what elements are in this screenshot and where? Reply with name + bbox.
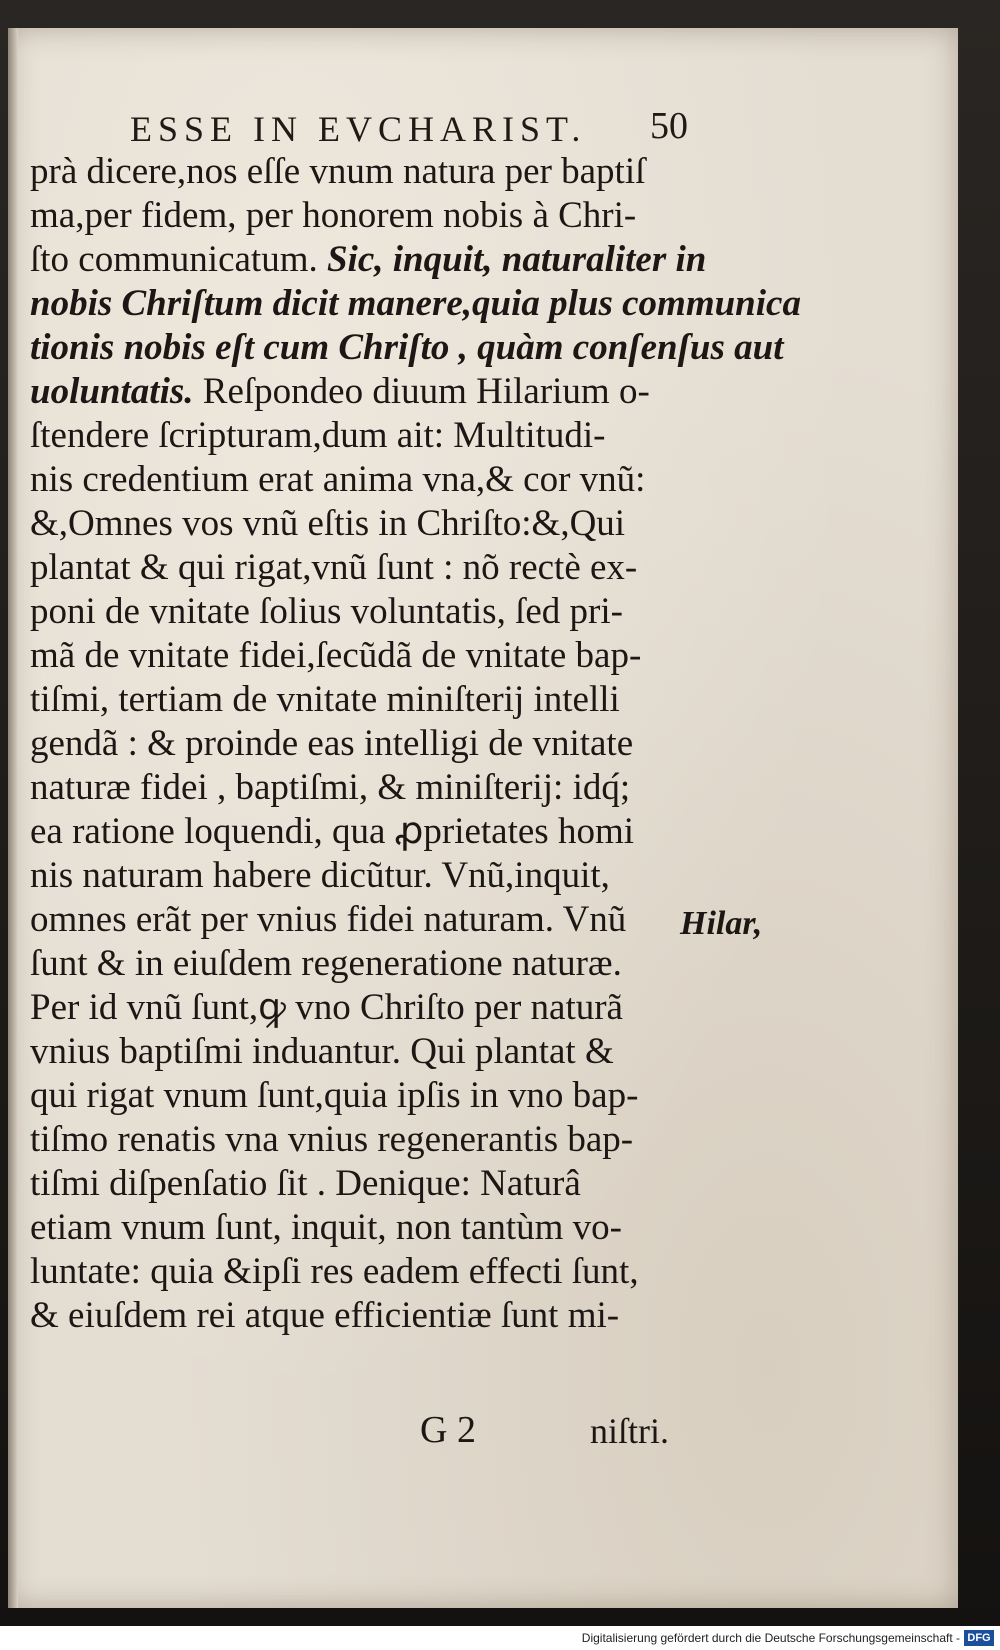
text-segment: nis naturam habere dicũtur. Vnũ,inquit, — [30, 855, 610, 896]
text-line — [30, 282, 801, 326]
text-line — [30, 634, 720, 678]
text-line — [30, 1030, 720, 1074]
text-line — [30, 722, 720, 766]
text-line — [30, 942, 720, 986]
text-line — [30, 1294, 720, 1338]
footer-credit: Digitalisierung gefördert durch die Deutsche Forschungsgemeinschaft - — [581, 1631, 960, 1645]
text-segment: nis credentium erat anima vna,& cor vnũ: — [30, 459, 646, 500]
text-segment: tiſmi diſpenſatio ſit . Denique: Naturâ — [30, 1163, 581, 1204]
text-line — [30, 1118, 720, 1162]
signature-mark: G 2 — [420, 1409, 476, 1451]
text-segment: prà dicere,nos eſſe vnum natura per baptiſ — [30, 151, 646, 192]
text-segment: ea ratione loquendi, qua ꝓprietates homi — [30, 811, 635, 852]
text-segment: poni de vnitate ſolius voluntatis, ſed pri- — [30, 591, 623, 632]
main-text — [30, 150, 801, 1338]
italic-quote-segment: tionis nobis eſt cum Chriſto , quàm conſenſus aut — [30, 327, 784, 368]
text-line — [30, 238, 720, 282]
text-line — [30, 678, 720, 722]
text-line — [30, 458, 720, 502]
marginal-note: Hilar, — [680, 905, 763, 942]
text-line — [30, 1206, 720, 1250]
text-line — [30, 810, 720, 854]
page-edge — [8, 28, 18, 1608]
italic-quote-segment: nobis Chriſtum dicit manere,quia plus communica — [30, 283, 801, 324]
catchword: niſtri. — [590, 1411, 669, 1451]
text-segment: mã de vnitate fidei,ſecũdã de vnitate bap- — [30, 635, 642, 676]
footer-bar — [0, 1626, 1000, 1650]
text-segment: ſto communicatum. — [30, 239, 327, 280]
text-segment: tiſmo renatis vna vnius regenerantis bap- — [30, 1119, 634, 1160]
text-segment: etiam vnum ſunt, inquit, non tantùm vo- — [30, 1207, 622, 1248]
page-number: 50 — [650, 105, 688, 147]
text-segment: gendã : & proinde eas intelligi de vnitate — [30, 723, 634, 764]
text-segment: &,Omnes vos vnũ eſtis in Chriſto:&,Qui — [30, 503, 626, 544]
text-line — [30, 150, 720, 194]
italic-quote-segment: Sic, inquit, naturaliter in — [326, 239, 707, 280]
text-segment: naturæ fidei , baptiſmi, & miniſterij: idq́; — [30, 767, 631, 808]
text-segment: omnes erãt per vnius fidei naturam. Vnũ — [30, 899, 627, 940]
text-line — [30, 1074, 720, 1118]
running-head: ESSE IN EVCHARIST. — [130, 109, 587, 149]
text-segment: & eiuſdem rei atque efficientiæ ſunt mi- — [30, 1295, 620, 1336]
dfg-logo: DFG — [964, 1630, 994, 1646]
text-line — [30, 766, 720, 810]
italic-quote-segment: uoluntatis. — [30, 371, 194, 412]
text-segment: qui rigat vnum ſunt,quia ipſis in vno bap- — [30, 1075, 639, 1116]
text-segment: ſtendere ſcripturam,dum ait: Multitudi- — [30, 415, 606, 456]
text-segment: plantat & qui rigat,vnũ ſunt : nõ rectè ex- — [30, 547, 638, 588]
text-segment: Per id vnũ ſunt,ꝙ vno Chriſto per naturã — [30, 987, 623, 1028]
text-segment: Reſpondeo diuum Hilarium o- — [193, 371, 650, 412]
text-line — [30, 1250, 720, 1294]
text-line — [30, 898, 720, 942]
text-line — [30, 370, 720, 414]
text-line — [30, 1162, 720, 1206]
text-line — [30, 854, 720, 898]
text-segment: ma,per fidem, per honorem nobis à Chri- — [30, 195, 637, 236]
text-segment: vnius baptiſmi induantur. Qui plantat & — [30, 1031, 614, 1072]
text-line — [30, 546, 720, 590]
text-segment: ſunt & in eiuſdem regeneratione naturæ. — [30, 943, 622, 984]
text-line — [30, 326, 784, 370]
text-line — [30, 194, 720, 238]
text-line — [30, 590, 720, 634]
text-line — [30, 502, 720, 546]
text-segment: luntate: quia &ipſi res eadem effecti ſunt, — [30, 1251, 639, 1292]
text-line — [30, 414, 720, 458]
text-segment: tiſmi, tertiam de vnitate miniſterij intelli — [30, 679, 620, 720]
text-line — [30, 986, 720, 1030]
